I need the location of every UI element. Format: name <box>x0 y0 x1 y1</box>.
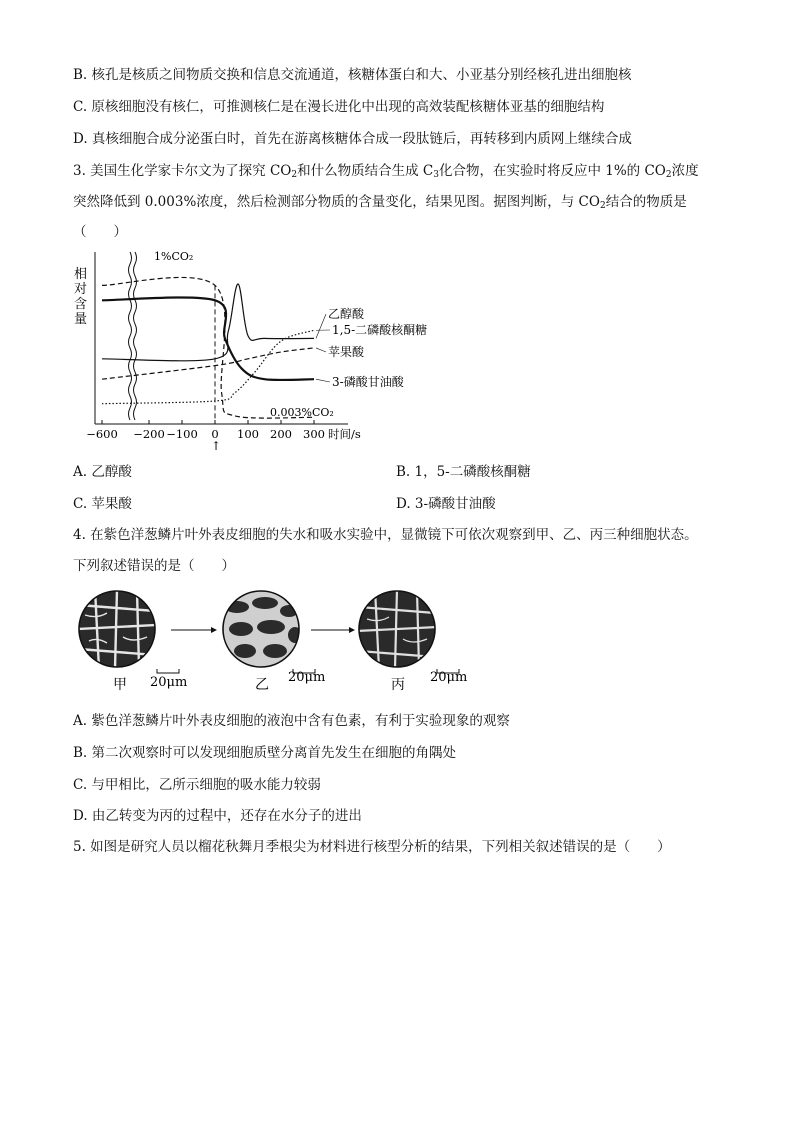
cell-label-yi: 乙 <box>255 677 269 693</box>
x-tick-label-2: −100 <box>166 427 198 441</box>
q4-stem-line1: 4. 在紫色洋葱鳞片叶外表皮细胞的失水和吸水实验中，显微镜下可依次观察到甲、乙、丙三种细胞状态。 <box>73 527 698 543</box>
y-label-char-1: 对 <box>74 282 88 297</box>
series-leader-3 <box>316 379 330 382</box>
annotation-high-co2: 1%CO₂ <box>154 250 194 263</box>
x-tick-label-5: 200 <box>270 427 292 441</box>
x-axis-label: 时间/s <box>328 427 361 441</box>
x-tick-label-0: −600 <box>86 427 118 441</box>
scale-label-1: 20μm <box>150 675 188 690</box>
scale-bar-1 <box>157 669 179 673</box>
x-tick-label-6: 300 <box>303 427 325 441</box>
scale-label-2: 20μm <box>288 670 326 685</box>
y-label-char-0: 相 <box>74 267 88 282</box>
q3-option-a: A. 乙醇酸 <box>73 464 132 480</box>
y-label-char-2: 含 <box>74 297 88 312</box>
series-label-2: 苹果酸 <box>328 345 365 359</box>
q4-option-b: B. 第二次观察时可以发现细胞质壁分离首先发生在细胞的角隅处 <box>73 745 457 761</box>
axis-break <box>129 252 137 420</box>
annotation-low-co2: 0.003%CO₂ <box>270 406 334 419</box>
q2-option-b: B. 核孔是核质之间物质交换和信息交流通道，核糖体蛋白和大、小亚基分别经核孔进出细胞核 <box>73 67 632 83</box>
q4-option-a: A. 紫色洋葱鳞片叶外表皮细胞的液泡中含有色素，有利于实验现象的观察 <box>73 713 510 729</box>
x-tick-label-3: 0 <box>211 427 219 441</box>
q3-option-d: D. 3-磷酸甘油酸 <box>396 496 496 512</box>
arrow-1-head <box>211 627 217 633</box>
series-leader-2 <box>316 348 326 352</box>
switch-marker: ↑ <box>211 439 222 453</box>
series-label-3: 3-磷酸甘油酸 <box>332 375 404 389</box>
arrow-2-head <box>349 627 355 633</box>
q3-paren: （ ） <box>73 224 127 240</box>
q4-stem-line2: 下列叙述错误的是（ ） <box>73 558 235 574</box>
cell-yi-micrograph <box>223 591 302 667</box>
q3-option-b: B. 1，5-二磷酸核酮糖 <box>396 464 531 480</box>
q3-stem-line1: 3. 美国生化学家卡尔文为了探究 $CO_2$和什么物质结合生成 $C_3$化合物，在实验时将反应中 1%的 $CO_2$浓度 <box>73 163 699 180</box>
series-label-1: 1,5-二磷酸核酮糖 <box>332 323 428 337</box>
q3-chart <box>70 244 428 454</box>
cell-bing-micrograph <box>357 589 437 669</box>
x-tick-label-1: −200 <box>133 427 165 441</box>
q2-option-d: D. 真核细胞合成分泌蛋白时，首先在游离核糖体合成一段肽链后，再转移到内质网上继续合成 <box>73 131 632 147</box>
y-axis-label <box>74 266 87 327</box>
q5-stem: 5. 如图是研究人员以榴花秋舞月季根尖为材料进行核型分析的结果，下列相关叙述错误的是（ ） <box>73 839 671 855</box>
q2-option-c: C. 原核细胞没有核仁，可推测核仁是在漫长进化中出现的高效装配核糖体亚基的细胞结构 <box>73 99 605 115</box>
chart-labels <box>154 250 427 453</box>
q4-cell-figure <box>75 585 475 695</box>
q3-stem-line2: 突然降低到 0.003%浓度，然后检测部分物质的含量变化，结果见图。据图判断，与 $CO_2$结合的物质是 <box>73 194 687 211</box>
q4-option-d: D. 由乙转变为丙的过程中，还存在水分子的进出 <box>73 808 362 824</box>
series-leader-0 <box>316 314 326 338</box>
x-tick-label-4: 100 <box>237 427 259 441</box>
q3-option-c: C. 苹果酸 <box>73 496 132 512</box>
q4-option-c: C. 与甲相比，乙所示细胞的吸水能力较弱 <box>73 777 321 793</box>
cell-jia-micrograph <box>77 589 157 669</box>
cell-label-bing: 丙 <box>391 677 405 693</box>
chart-ticks <box>86 420 361 441</box>
cell-label-jia: 甲 <box>113 677 127 693</box>
series-label-0: 乙醇酸 <box>328 307 365 321</box>
scale-label-3: 20μm <box>430 670 468 685</box>
y-label-char-3: 量 <box>74 312 88 327</box>
